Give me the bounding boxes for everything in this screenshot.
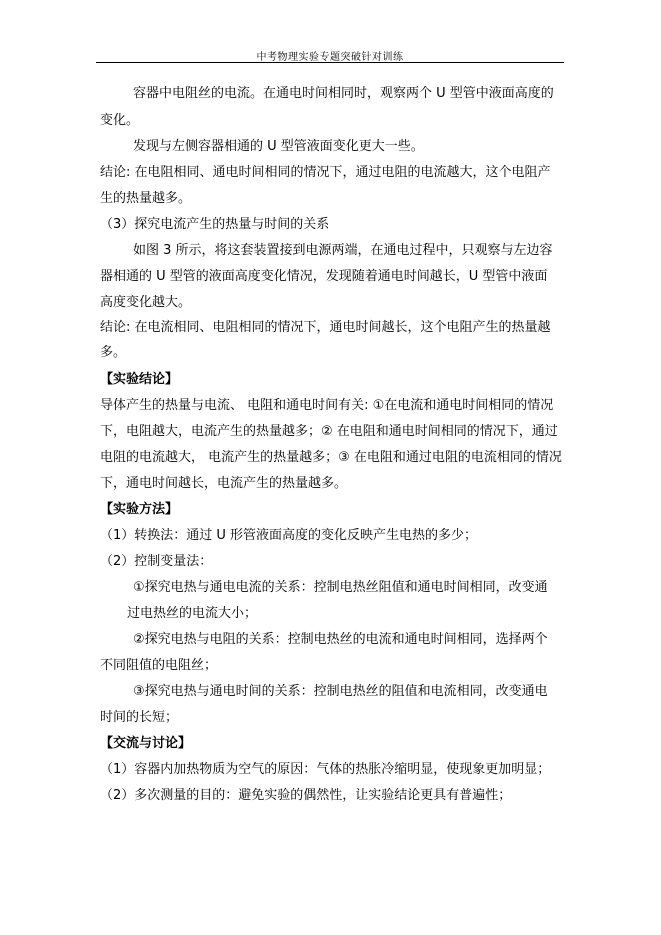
list-item: ②探究电热与电阻的关系：控制电热丝的电流和通电时间相同，选择两个 [133,632,548,647]
header-rule [96,62,564,63]
paragraph-line: 结论: 在电流相同、电阻相同的情况下，通电时间越长，这个电阻产生的热量越 [100,320,551,335]
section-title-conclusion: 【实验结论】 [100,372,179,387]
section-title-method: 【实验方法】 [100,502,179,517]
list-item: ①探究电热与通电电流的关系：控制电热丝阻值和通电时间相同，改变通 [133,580,548,595]
paragraph-line: 不同阻值的电阻丝； [100,658,218,673]
list-item: （1）转换法：通过 U 形管液面高度的变化反映产生电热的多少； [100,528,478,543]
paragraph-line: 下，电阻越大，电流产生的热量越多；② 在电阻和通电时间相同的情况下，通过 [100,424,558,439]
paragraph-line: 结论: 在电阻相同、通电时间相同的情况下，通过电阻的电流越大，这个电阻产 [100,165,551,180]
paragraph-line: 多。 [100,345,127,360]
list-item: （1）容器内加热物质为空气的原因：气体的热胀冷缩明显，使现象更加明显； [100,762,551,777]
list-item: （2）控制变量法： [100,554,213,569]
paragraph-line: 电阻的电流越大， 电流产生的热量越多；③ 在电阻和通过电阻的电流相同的情况 [100,450,562,465]
paragraph-line: 时间的长短； [100,710,179,725]
list-item: ③探究电热与通电时间的关系：控制电热丝的阻值和电流相同，改变通电 [133,684,548,699]
page-header: 中考物理实验专题突破针对训练 [256,52,404,63]
paragraph-line: 发现与左侧容器相通的 U 型管液面变化更大一些。 [133,139,424,154]
section-heading: （3）探究电流产生的热量与时间的关系 [100,217,330,232]
paragraph-line: 生的热量越多。 [100,191,192,206]
paragraph-line: 变化。 [100,113,140,128]
paragraph-line: 导体产生的热量与电流、 电阻和通电时间有关: ①在电流和通电时间相同的情况 [100,398,554,413]
paragraph-line: 器相通的 U 型管的液面高度变化情况，发现随着通电时间越长，U 型管中液面 [100,269,548,284]
paragraph-line: 容器中电阻丝的电流。在通电时间相同时，观察两个 U 型管中液面高度的 [133,86,554,101]
paragraph-line: 高度变化越大。 [100,295,192,310]
paragraph-line: 过电热丝的电流大小； [127,606,258,621]
section-title-discussion: 【交流与讨论】 [100,736,192,751]
paragraph-line: 下，通电时间越长，电流产生的热量越多。 [100,476,348,491]
list-item: （2）多次测量的目的：避免实验的偶然性，让实验结论更具有普遍性； [100,788,512,803]
paragraph-line: 如图 3 所示，将这套装置接到电源两端，在通电过程中，只观察与左边容 [133,243,553,258]
